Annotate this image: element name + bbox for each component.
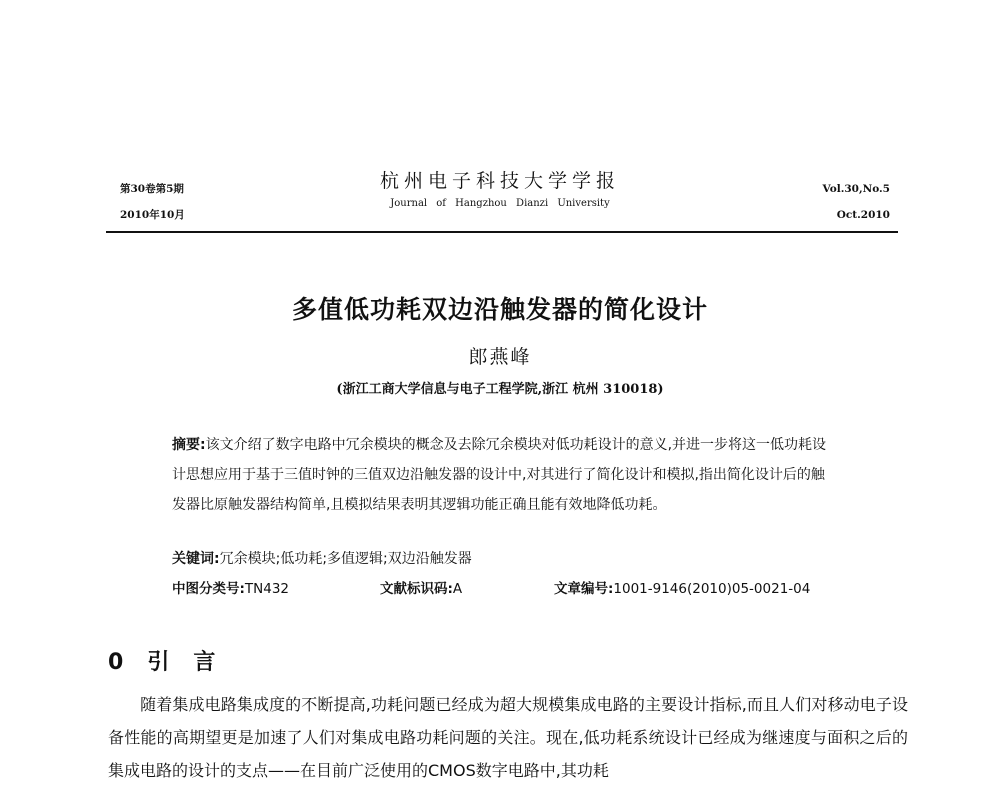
author-name: 郎燕峰	[468, 346, 532, 368]
author-affiliation: (浙江工商大学信息与电子工程学院,浙江 杭州 310018)	[336, 382, 664, 397]
abstract-label: 摘要:	[172, 437, 206, 453]
volume-issue-cn: 第30卷第5期	[120, 183, 184, 195]
running-header-left	[120, 176, 185, 228]
volume-issue-en: Vol.30,No.5	[822, 183, 890, 195]
clc-number	[172, 578, 289, 600]
journal-title-en: Journal of Hangzhou Dianzi University	[390, 198, 610, 209]
keywords-label: 关键词:	[172, 551, 220, 567]
keywords-text: 冗余模块;低功耗;多值逻辑;双边沿触发器	[219, 551, 472, 567]
document-code-value: A	[452, 581, 463, 597]
section-title: 引言	[147, 650, 240, 675]
body-paragraph	[108, 688, 908, 787]
journal-title-cn: 杭州电子科技大学学报	[379, 170, 620, 192]
keywords	[172, 548, 832, 570]
body-paragraph-text: 随着集成电路集成度的不断提高,功耗问题已经成为超大规模集成电路的主要设计指标,而且人们对移动电子设备性能的高期望更是加速了人们对集成电路功耗问题的关注。现在,低功耗系统设计已经成为继速度与面积之后的集成电路的设计的支点——在目前广泛使用的CMOS数字电路中,其功耗	[108, 695, 908, 780]
header-rule	[106, 231, 898, 233]
document-code-label: 文献标识码:	[380, 581, 453, 597]
running-header-center	[300, 168, 700, 209]
section-heading	[108, 645, 239, 676]
document-code	[380, 578, 462, 600]
article-number-label: 文章编号:	[554, 581, 614, 597]
section-number: 0	[108, 650, 124, 675]
article-number	[554, 578, 810, 600]
date-en: Oct.2010	[836, 209, 890, 221]
article-title: 多值低功耗双边沿触发器的简化设计	[291, 295, 708, 324]
clc-label: 中图分类号:	[172, 581, 245, 597]
clc-value: TN432	[244, 581, 290, 597]
article-number-value: 1001-9146(2010)05-0021-04	[613, 581, 811, 597]
running-header-right	[823, 176, 890, 228]
date-cn: 2010年10月	[120, 209, 185, 221]
abstract-text: 该文介绍了数字电路中冗余模块的概念及去除冗余模块对低功耗设计的意义,并进一步将这一低功耗设计思想应用于基于三值时钟的三值双边沿触发器的设计中,对其进行了简化设计和模拟,指出简化设计后的触发器比原触发器结构简单,且模拟结果表明其逻辑功能正确且能有效地降低功耗。	[172, 437, 827, 513]
abstract	[172, 430, 832, 520]
